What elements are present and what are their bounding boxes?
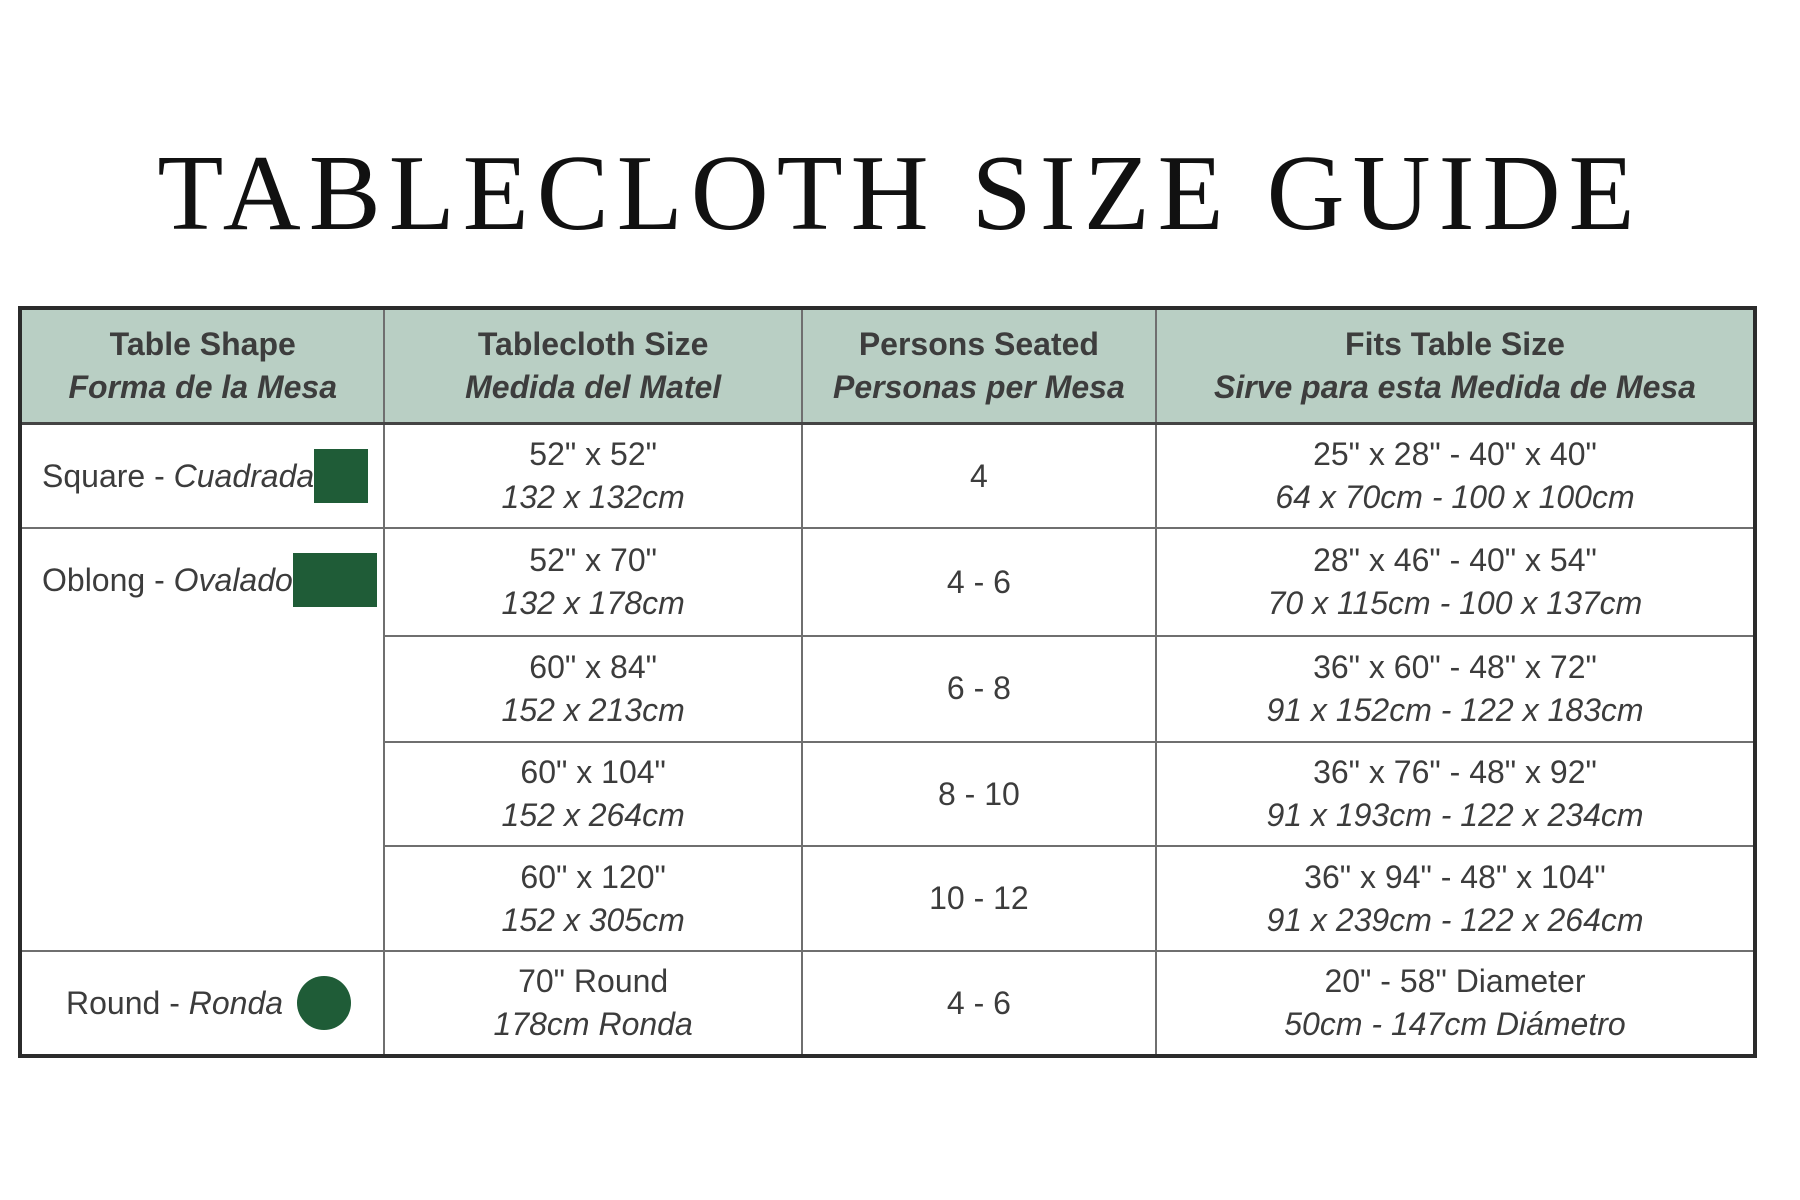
persons-seated-cell [802, 424, 1156, 529]
fits-es: 91 x 239cm - 122 x 264cm [1266, 901, 1644, 938]
table-row [20, 951, 1755, 1056]
size-en: 52" x 52" [529, 436, 657, 473]
shape-square-es: Cuadrada [173, 457, 315, 494]
size-en: 60" x 120" [520, 858, 666, 895]
square-swatch-icon [314, 449, 368, 503]
shape-label-square [42, 458, 314, 495]
size-en: 70" Round [518, 963, 669, 1000]
shape-label-round [66, 985, 283, 1022]
tablecloth-size-cell [384, 636, 801, 742]
tablecloth-size-cell [384, 951, 801, 1056]
fits-es: 70 x 115cm - 100 x 137cm [1267, 585, 1643, 622]
fits-es: 64 x 70cm - 100 x 100cm [1275, 479, 1635, 516]
seated-value: 6 - 8 [946, 670, 1011, 707]
tablecloth-size-cell [384, 846, 801, 951]
fits-es: 50cm - 147cm Diámetro [1284, 1006, 1626, 1043]
shape-oblong [22, 553, 383, 607]
header-tablecloth-size-es: Medida del Matel [465, 369, 722, 405]
shape-oblong-en: Oblong [42, 561, 146, 598]
shape-oblong-sep: - [145, 561, 174, 598]
seated-value: 10 - 12 [929, 880, 1029, 917]
fits-table-size-cell [1156, 636, 1755, 742]
fits-table-size-cell [1156, 424, 1755, 529]
header-table-shape-en: Table Shape [109, 326, 296, 362]
fits-en: 20" - 58" Diameter [1324, 963, 1586, 1000]
header-tablecloth-size-en: Tablecloth Size [477, 326, 709, 362]
header-fits-table-size-es: Sirve para esta Medida de Mesa [1213, 369, 1696, 405]
header-fits-table-size-en: Fits Table Size [1345, 326, 1565, 362]
tablecloth-size-cell [384, 424, 801, 529]
oblong-swatch-icon [293, 553, 377, 607]
header-table-shape [20, 308, 384, 424]
table-header-row [20, 308, 1755, 424]
shape-cell-oblong [20, 528, 384, 951]
header-persons-seated-es: Personas per Mesa [833, 369, 1125, 405]
persons-seated-cell [802, 636, 1156, 742]
size-en: 60" x 84" [529, 648, 657, 685]
shape-round-sep: - [160, 984, 189, 1021]
tablecloth-size-cell [384, 528, 801, 636]
fits-en: 36" x 76" - 48" x 92" [1313, 754, 1597, 791]
persons-seated-cell [802, 528, 1156, 636]
size-es: 152 x 213cm [501, 691, 685, 728]
shape-square-en: Square [42, 457, 146, 494]
shape-round [22, 976, 383, 1030]
size-guide-table [18, 306, 1757, 1058]
header-table-shape-es: Forma de la Mesa [68, 369, 337, 405]
size-en: 52" x 70" [529, 542, 657, 579]
persons-seated-cell [802, 846, 1156, 951]
size-en: 60" x 104" [520, 754, 666, 791]
size-es: 132 x 178cm [501, 585, 685, 622]
fits-es: 91 x 152cm - 122 x 183cm [1266, 691, 1644, 728]
seated-value: 4 - 6 [946, 563, 1011, 600]
round-swatch-icon [297, 976, 351, 1030]
fits-table-size-cell [1156, 951, 1755, 1056]
shape-oblong-es: Ovalado [173, 561, 293, 598]
size-es: 178cm Ronda [493, 1006, 693, 1043]
shape-square [22, 449, 383, 503]
size-es: 132 x 132cm [501, 479, 685, 516]
persons-seated-cell [802, 951, 1156, 1056]
fits-table-size-cell [1156, 528, 1755, 636]
header-tablecloth-size [384, 308, 801, 424]
header-persons-seated-en: Persons Seated [858, 326, 1099, 362]
size-es: 152 x 305cm [501, 901, 685, 938]
size-es: 152 x 264cm [501, 797, 685, 834]
seated-value: 8 - 10 [937, 775, 1020, 812]
seated-value: 4 - 6 [946, 984, 1011, 1021]
shape-label-oblong [42, 562, 293, 599]
page-title: TABLECLOTH SIZE GUIDE [157, 134, 1643, 253]
persons-seated-cell [802, 742, 1156, 847]
fits-en: 25" x 28" - 40" x 40" [1313, 436, 1597, 473]
header-persons-seated [802, 308, 1156, 424]
fits-table-size-cell [1156, 846, 1755, 951]
shape-cell-square [20, 424, 384, 529]
table-row [20, 528, 1755, 636]
header-fits-table-size [1156, 308, 1755, 424]
tablecloth-size-cell [384, 742, 801, 847]
fits-es: 91 x 193cm - 122 x 234cm [1266, 797, 1644, 834]
shape-round-es: Ronda [188, 984, 284, 1021]
fits-en: 36" x 60" - 48" x 72" [1313, 648, 1597, 685]
shape-square-sep: - [145, 457, 174, 494]
seated-value: 4 [969, 457, 988, 494]
fits-en: 36" x 94" - 48" x 104" [1304, 858, 1606, 895]
fits-table-size-cell [1156, 742, 1755, 847]
shape-round-en: Round [66, 984, 161, 1021]
table-row [20, 424, 1755, 529]
shape-cell-round [20, 951, 384, 1056]
fits-en: 28" x 46" - 40" x 54" [1313, 542, 1597, 579]
